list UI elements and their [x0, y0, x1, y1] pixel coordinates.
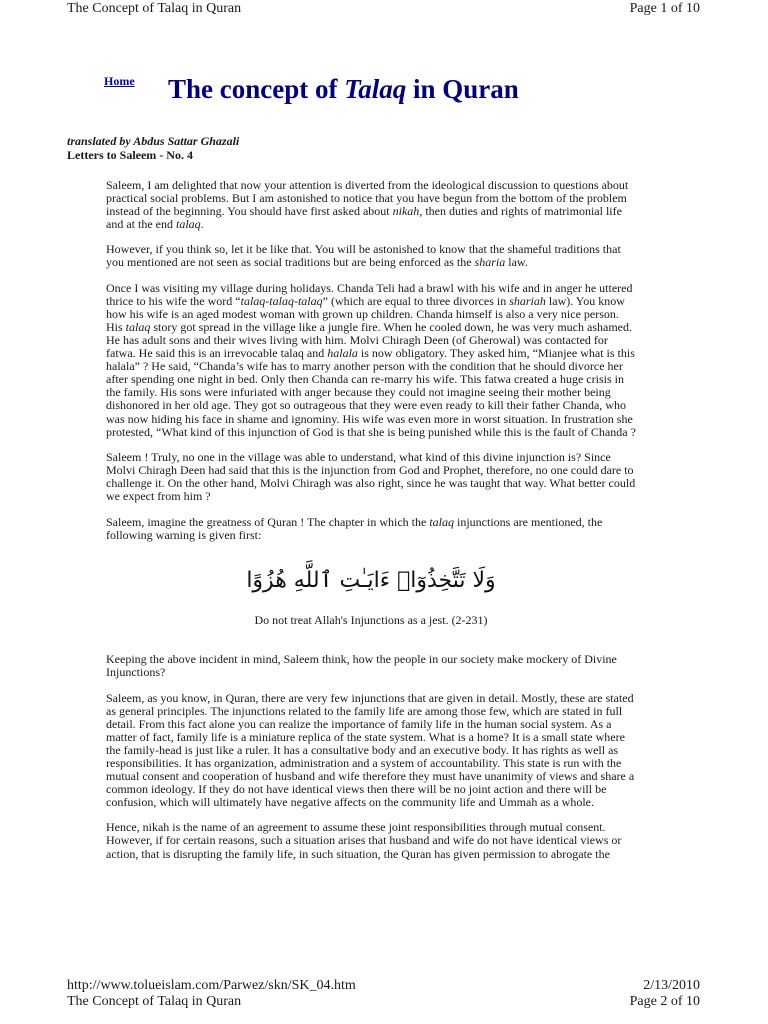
text-run: However, if you think so, let it be like that. You will be astonished to know that the shameful traditions that you mentioned are not seen as social traditions but are being enforced as the: [106, 242, 621, 270]
page-header: [0, 0, 768, 24]
text-run: story got spread in the village like a jungle fire. When he cooled down, he was very much ashamed. He has adult sons and their wives living with him. Molvi Chiragh Deen (of Gherowal) was contacted for fatwa. He said this is an irrevocable talaq and: [106, 319, 632, 361]
text-run: Saleem ! Truly, no one in the village was able to understand, what kind of this divine injunction is? Since Molvi Chiragh Deen had said that this is the injunction from God and Prophet, therefore, no one could dare to challenge it. On the other hand, Molvi Chiragh was also right, since he was taught that way. What better could we expect from him ?: [106, 449, 636, 503]
text-run: injunctions are mentioned, the following warning is given first:: [106, 515, 603, 543]
italic-term: talaq: [175, 217, 201, 232]
text-run: Saleem, as you know, in Quran, there are very few injunctions that are given in detail. Mostly, these are stated as general principles. The injunctions related to the family life are among those few, which are stated in full detail. From this fact alone you can realize the importance of family life in the human social system. As a matter of fact, family life is a miniature replica of the state system. What is a home? It is a small state where the family-head is just like a ruler. It has a consultative body and an executive body. It has rights as well as responsibilities. It has organization, administration and a system of accountability. This state is run with the mutual consent and cooperation of husband and wife therefore they must have unanimity of views and share a common ideology. If they do not have identical views then there will be no joint action and there will be confusion, which will ultimately have negative affects on the community life and Ummah as a whole.: [106, 690, 635, 810]
paragraph: [106, 179, 636, 231]
article-body: [106, 179, 636, 873]
home-link[interactable]: Home: [104, 74, 135, 88]
paragraph: [106, 243, 636, 269]
footer-date: 2/13/2010: [643, 978, 700, 993]
text-run: , then duties and rights of matrimonial life and at the end: [106, 204, 622, 232]
paragraph: [106, 516, 636, 542]
series-label: Letters to Saleem - No. 4: [67, 148, 193, 162]
title-suffix: in Quran: [406, 74, 519, 104]
footer-url[interactable]: http://www.tolueislam.com/Parwez/skn/SK_04.htm: [67, 978, 356, 993]
arabic-verse-calligraphy: [246, 562, 496, 598]
byline: [67, 134, 239, 162]
paragraph: [106, 451, 636, 503]
paragraph: [106, 821, 636, 860]
italic-term: shariah: [509, 293, 546, 308]
italic-term: sharia: [474, 255, 506, 270]
footer-page-indicator: Page 2 of 10: [629, 994, 700, 1009]
text-run: law.: [505, 255, 528, 270]
text-run: Saleem, I am delighted that now your attention is diverted from the ideological discussion to questions about practical social problems. But I am astonished to notice that you have begun from the bottom of the problem instead of the beginning. You should have first asked about: [106, 178, 629, 219]
text-run: Once I was visiting my village during holidays. Chanda Teli had a brawl with his wife and in anger he uttered thrice to his wife the word “: [106, 280, 633, 308]
paragraph: [106, 653, 636, 679]
text-run: Saleem, imagine the greatness of Quran ! The chapter in which the: [106, 515, 430, 530]
text-run: Keeping the above incident in mind, Saleem think, how the people in our society make mockery of Divine Injunctions?: [106, 652, 617, 680]
text-run: .: [200, 217, 204, 232]
italic-term: talaq-talaq-talaq: [240, 293, 323, 308]
title-prefix: The concept of: [168, 74, 345, 104]
title-emphasis: Talaq: [344, 74, 407, 104]
text-run: ” (which are equal to three divorces in: [322, 293, 510, 308]
header-page-indicator: Page 1 of 10: [629, 1, 700, 16]
verse-caption: Do not treat Allah's Injunctions as a jest. (2-231): [254, 613, 488, 628]
verse-arabic-text: وَلَا تَتَّخِذُوٓا۟ ءَايَـٰتِ ٱللَّهِ هُزُوًا: [246, 568, 496, 594]
paragraph: [106, 692, 636, 810]
italic-term: halala: [327, 346, 358, 361]
italic-term: nikah: [392, 204, 420, 219]
quran-verse-image: [106, 562, 636, 598]
paragraph: [106, 282, 636, 439]
footer-doc-title: The Concept of Talaq in Quran: [67, 994, 242, 1009]
italic-term: talaq: [125, 319, 151, 334]
text-run: Hence, nikah is the name of an agreement to assume these joint responsibilities through mutual consent. However, if for certain reasons, such a situation arises that husband and wife do not have identical views or action, that is disrupting the family life, in such situation, the Quran has given permission to abrogate the: [106, 820, 622, 861]
translator-credit: translated by Abdus Sattar Ghazali: [67, 134, 240, 148]
text-run: is now obligatory. They asked him, “Mianjee what is this halala” ? He said, “Chanda’s wife has to marry another person with the condition that he should divorce her after spending one night in bed. Only then Chanda can re-marry his wife. This fatwa created a huge crisis in the family. His sons were infuriated with anger because they could not imagine seeing their mother being dishonored in her old age. They got so outrageous that they were even ready to kill their father Chanda, who was now hiding his face in shame and ignominy. His wife was even more in worst situation. In frustration she protested, “What kind of this injunction of God is that she is being punished while this is the fault of Chanda ?: [106, 346, 636, 439]
text-run: law). You know how his wife is an aged modest woman with grown up children. Chanda himself is also a very nice person. His: [106, 293, 625, 334]
header-doc-title: The Concept of Talaq in Quran: [67, 1, 242, 16]
italic-term: talaq: [429, 515, 455, 530]
page-title: [168, 74, 519, 105]
